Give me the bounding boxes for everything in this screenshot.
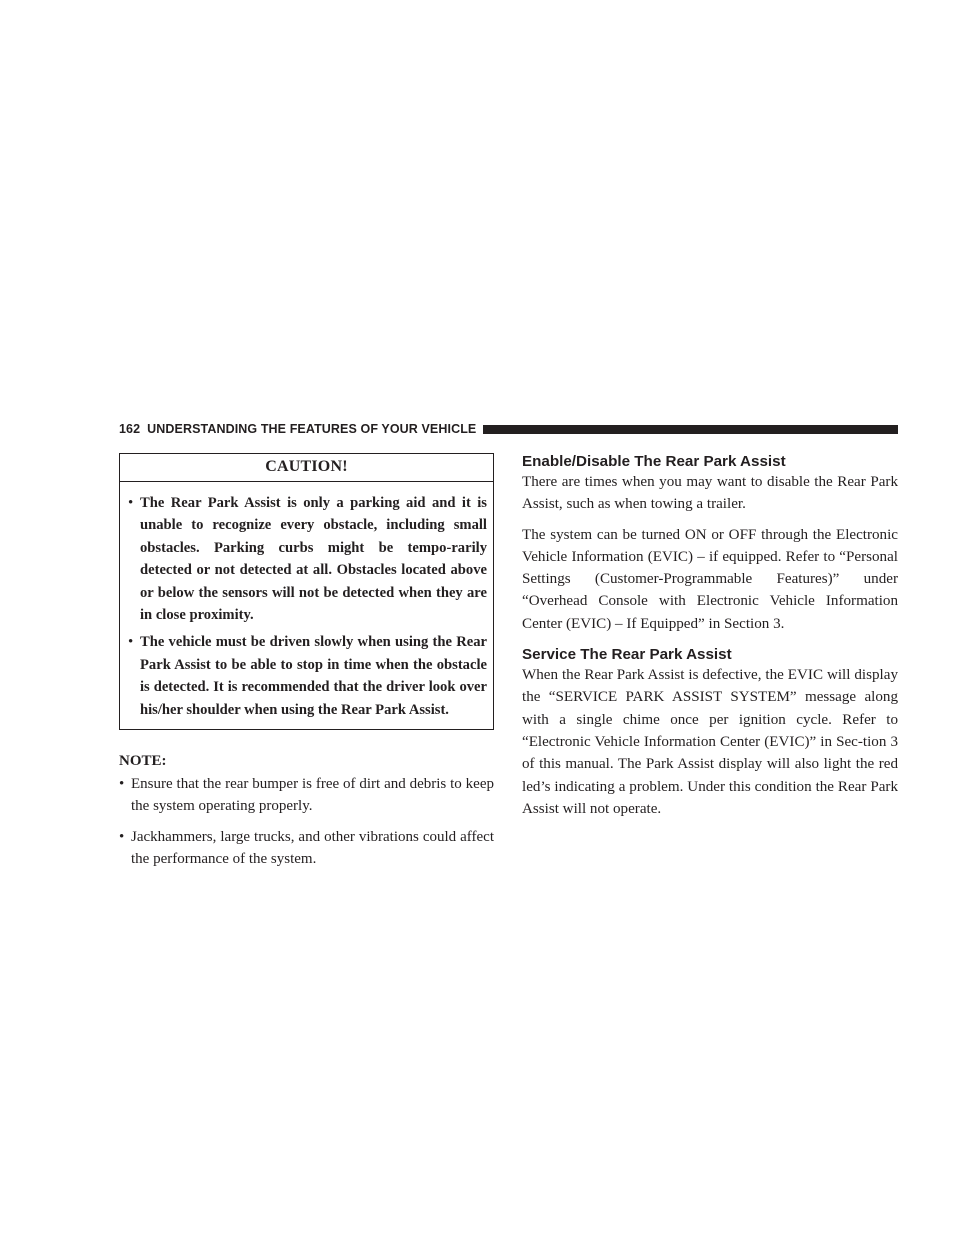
bullet-icon: • [128,634,134,651]
note-item-text: Jackhammers, large trucks, and other vibrations could affect the performance of the system. [131,828,494,868]
page-number: 162 [119,422,141,436]
note-label: NOTE: [119,753,167,770]
note-item-text: Ensure that the rear bumper is free of dirt and debris to keep the system operating properly. [131,776,494,815]
caution-title: CAUTION! [120,454,493,482]
note-item [119,773,494,818]
running-header [119,422,898,436]
paragraph: When the Rear Park Assist is defective, the EVIC will display the “SERVICE PARK ASSIST SYSTEM” message along with a single chime once per ignition cycle. Refer to “Electronic Vehicle Information Center (EVIC)” in Sec-tion 3 of this manual. The Park Assist display will also light the red led’s indicating a problem. Under this condition the Rear Park Assist will not operate. [522,667,898,817]
caution-body [120,482,493,729]
bullet-icon: • [128,495,134,511]
paragraph: The system can be turned ON or OFF through the Electronic Vehicle Information (EVIC) – if equipped. Refer to “Personal Settings (Customer-Programmable Features)” under “Overhead Console with Electronic Vehicle Information Center (EVIC) – If Equipped” in Section 3. [522,526,898,632]
section-heading: Service The Rear Park Assist [522,646,732,664]
caution-item-text: The vehicle must be driven slowly when using the Rear Park Assist to be able to stop in time when the obstacle is detected. It is recommended that the driver look over his/her shoulder when using the Rear Park Assist. [140,634,487,718]
note-item [119,826,494,871]
note-list [119,773,494,871]
bullet-icon: • [119,776,125,793]
section-title: UNDERSTANDING THE FEATURES OF YOUR VEHICLE [147,422,477,436]
paragraph: There are times when you may want to disable the Rear Park Assist, such as when towing a trailer. [522,474,898,513]
caution-item [128,631,487,721]
bullet-icon: • [119,828,125,845]
right-column [522,452,898,820]
section-service [522,645,898,820]
caution-item [128,492,487,626]
header-rule [483,425,898,434]
left-column [119,453,494,871]
caution-box [119,453,494,730]
caution-item-text: The Rear Park Assist is only a parking aid and it is unable to recognize every obstacle, including small obstacles. Parking curbs might be tempo-rarily detected or not detected at all. Obstacles located above or below the sensors will not be detected when they are in close proximity. [140,495,487,624]
section-heading: Enable/Disable The Rear Park Assist [522,453,786,470]
section-enable-disable [522,452,898,635]
